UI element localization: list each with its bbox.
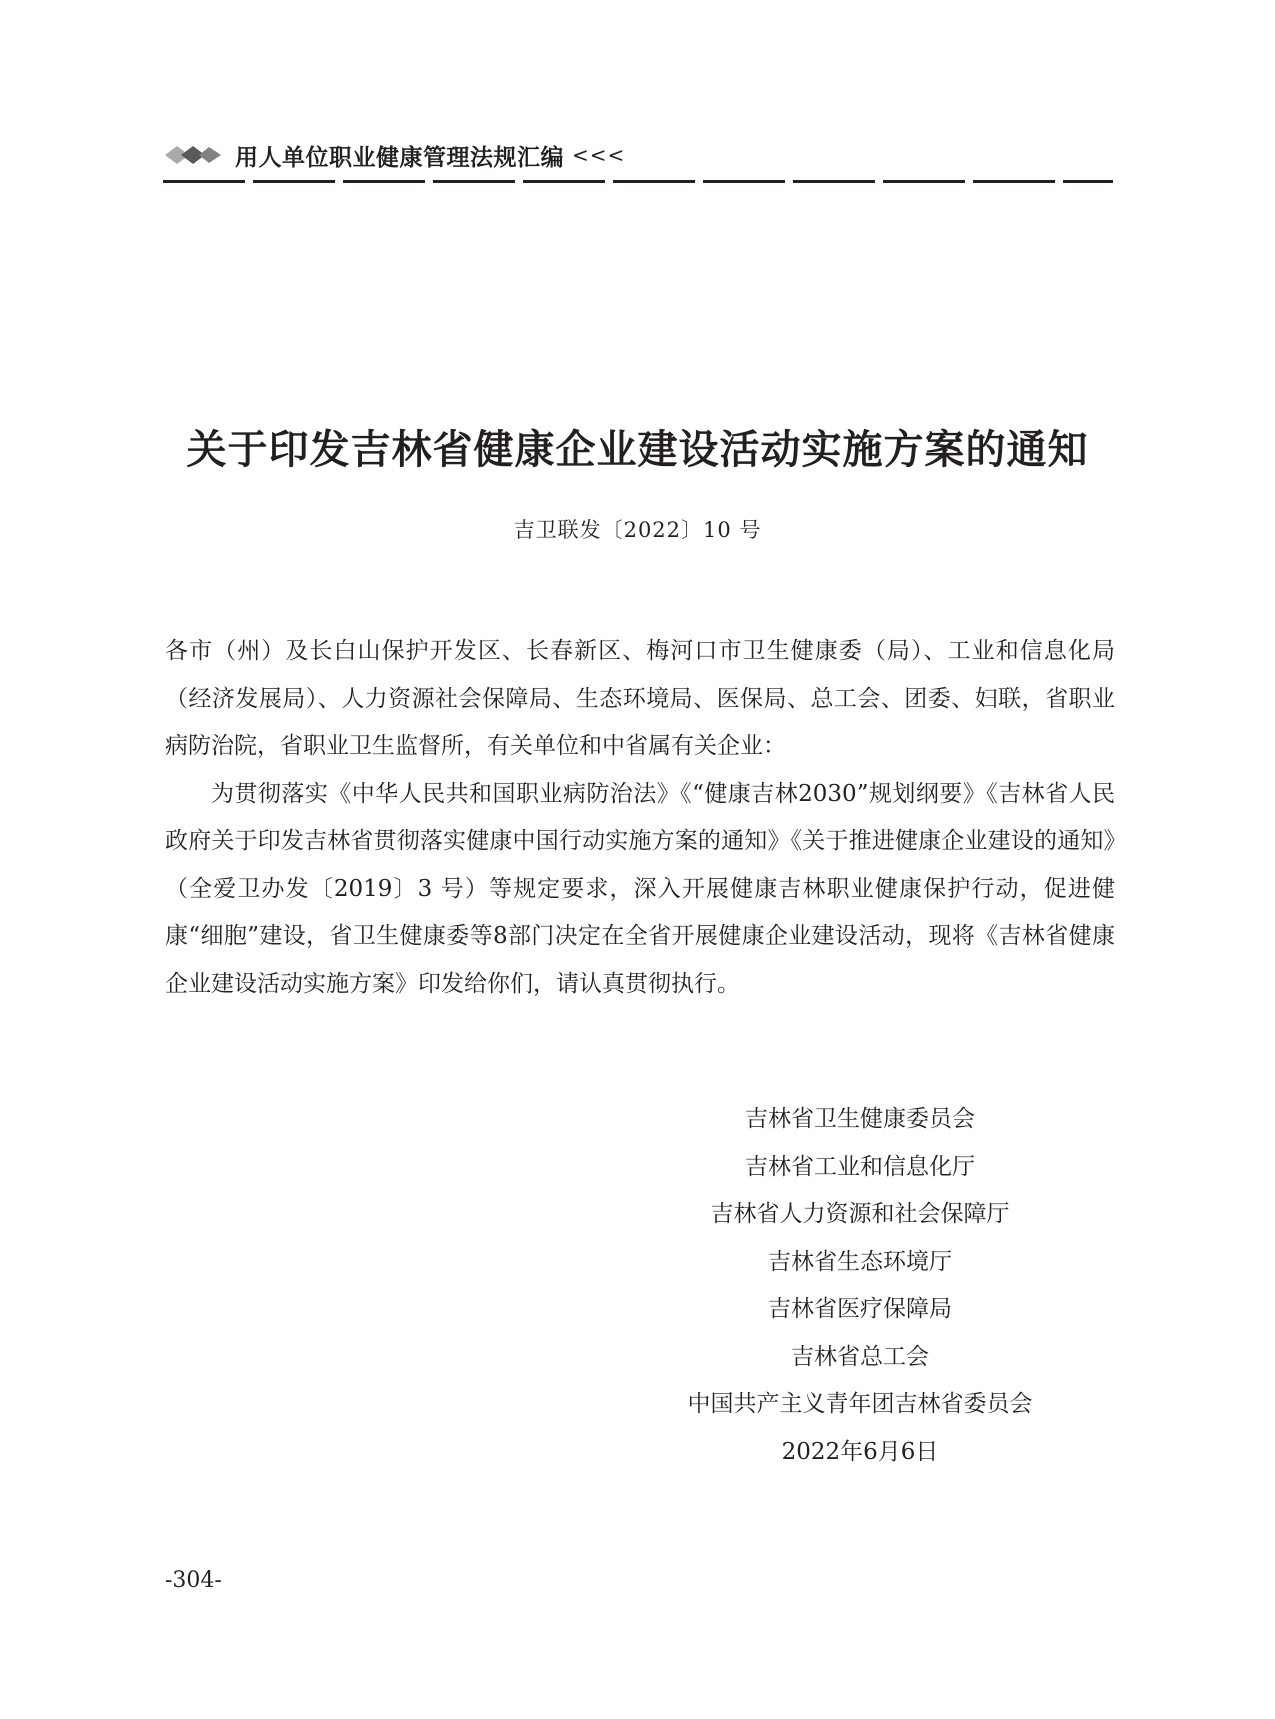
running-header-title: 用人单位职业健康管理法规汇编 [235, 144, 564, 171]
document-number: 吉卫联发〔2022〕10 号 [513, 518, 762, 542]
document-body [165, 628, 1115, 1008]
signatory-line: 吉林省生态环境厅 [768, 1248, 952, 1275]
signatory-block [620, 1096, 1100, 1476]
running-header [163, 138, 1113, 183]
main-paragraph: 为贯彻落实《中华人民共和国职业病防治法》《“健康吉林2030”规划纲要》《吉林省人民政府关于印发吉林省贯彻落实健康中国行动实施方案的通知》《关于推进健康企业建设的通知》（全爱卫办发〔2019〕3 号）等规定要求，深入开展健康吉林职业健康保护行动，促进健康“细胞”建设，省卫生健康委等8部门决定在全省开展健康企业建设活动，现将《吉林省健康企业建设活动实施方案》印发给你们，请认真贯彻执行。 [165, 780, 1115, 997]
signatory-line: 中国共产主义青年团吉林省委员会 [687, 1391, 1033, 1417]
running-header-row [163, 138, 1113, 172]
signatory-line: 吉林省人力资源和社会保障厅 [710, 1201, 1010, 1227]
signatory-line: 吉林省总工会 [791, 1343, 929, 1370]
signature-date: 2022年6月6日 [781, 1438, 939, 1465]
header-dashed-rule [163, 180, 1113, 183]
page-number: -304- [165, 1568, 222, 1593]
document-title: 关于印发吉林省健康企业建设活动实施方案的通知 [186, 427, 1089, 473]
signatory-line: 吉林省工业和信息化厅 [745, 1153, 975, 1180]
double-diamond-arrow-icon [163, 143, 225, 167]
addressee-paragraph: 各市（州）及长白山保护开发区、长春新区、梅河口市卫生健康委（局）、工业和信息化局（经济发展局）、人力资源社会保障局、生态环境局、医保局、总工会、团委、妇联，省职业病防治院，省职业卫生监督所，有关单位和中省属有关企业： [165, 638, 1115, 759]
signatory-line: 吉林省医疗保障局 [768, 1296, 952, 1322]
signatory-line: 吉林省卫生健康委员会 [745, 1106, 975, 1132]
running-header-marks: <<< [572, 143, 626, 167]
